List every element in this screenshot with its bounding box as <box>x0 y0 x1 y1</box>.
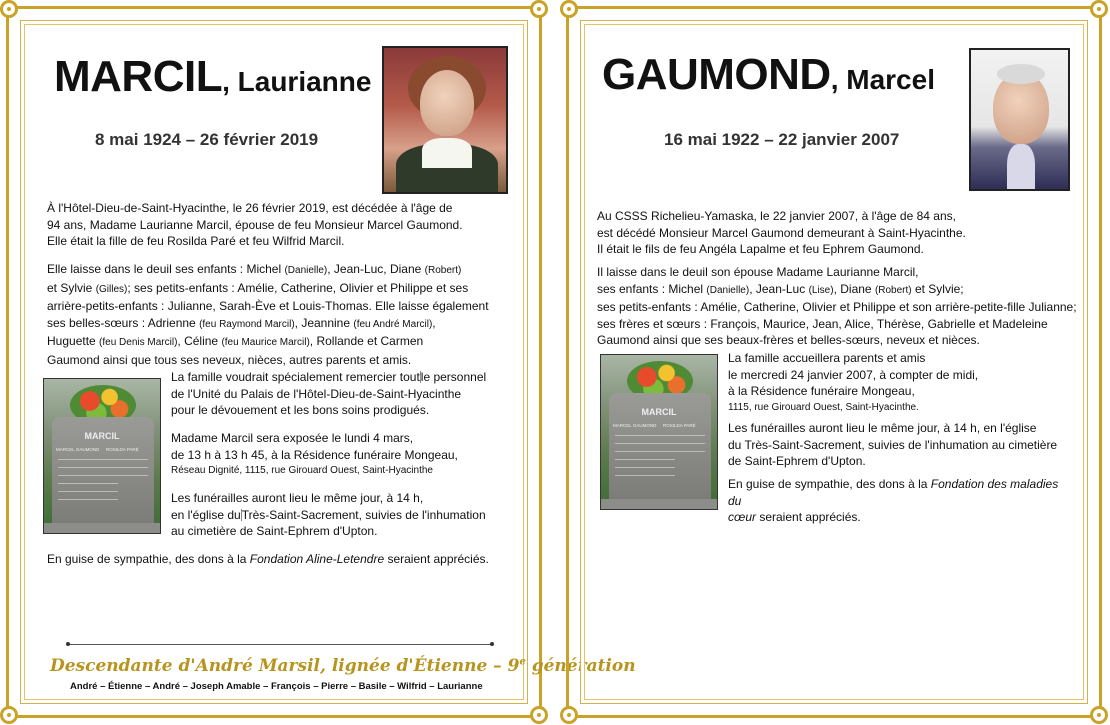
corner-ornament-icon <box>0 0 18 18</box>
obituary-panel-gaumond <box>566 6 1102 718</box>
text-line: de 13 h à 13 h 45, à la Résidence funéraire Mongeau, <box>171 447 458 462</box>
tombstone-photo <box>43 378 161 534</box>
text-line: La famille voudrait spécialement remercier toutle personnel <box>171 370 487 384</box>
paragraph-visitation <box>728 350 1073 416</box>
text-line: de l'Unité du Palais de l'Hôtel-Dieu-de-Saint-Hyacinthe <box>171 386 462 401</box>
paragraph-family <box>597 264 1082 349</box>
text-line: pour le dévouement et les bons soins prodigués. <box>171 403 430 417</box>
text-line: ses belles-sœurs : Adrienne (feu Raymond Marcil), Jeannine (feu André Marcil), <box>47 315 436 330</box>
surname: MARCIL <box>54 52 223 101</box>
text-line: Huguette (feu Denis Marcil), Céline (feu Maurice Marcil), Rollande et Carmen <box>47 334 424 348</box>
tombstone-inscription: MARCIL <box>641 407 677 417</box>
life-dates: 8 mai 1924 – 26 février 2019 <box>95 130 319 149</box>
text-line: cœur seraient appréciés. <box>728 510 861 524</box>
text-line: En guise de sympathie, des dons à la Fondation des maladies du <box>728 477 1059 508</box>
text-line: du Très-Saint-Sacrement, suivies de l'inhumation au cimetière <box>728 437 1058 452</box>
portrait-photo <box>382 46 508 194</box>
text-line: à la Résidence funéraire Mongeau, <box>728 384 915 398</box>
tombstone-name-2: ROSILDA PARÉ <box>663 423 696 428</box>
text-line: Les funérailles auront lieu le même jour, à 14 h, en l'église <box>728 421 1037 435</box>
paragraph-family <box>47 261 527 368</box>
text-line: Madame Marcil sera exposée le lundi 4 mars, <box>171 431 414 445</box>
corner-ornament-icon <box>1090 0 1108 18</box>
divider-dot <box>66 642 70 646</box>
portrait-photo <box>969 48 1070 191</box>
divider-line <box>68 644 492 645</box>
paragraph-exposition <box>171 430 516 480</box>
tombstone-name-1: MARCEL GAUMOND <box>613 423 657 428</box>
text-line: Il laisse dans le deuil son épouse Madame Laurianne Marcil, <box>597 265 919 279</box>
text-line: ses enfants : Michel (Danielle), Jean-Luc (Lise), Diane (Robert) et Sylvie; <box>597 281 964 296</box>
text-line: ses frères et sœurs : François, Maurice, Jean, Alice, Thérèse, Gabrielle et Madeleine <box>597 316 1048 331</box>
paragraph-thanks <box>171 369 516 419</box>
corner-ornament-icon <box>560 706 578 724</box>
paragraph-death-notice <box>47 200 517 250</box>
obituary-panel-marcil <box>6 6 636 718</box>
deceased-name <box>602 50 935 100</box>
given-name: , Marcel <box>830 64 935 95</box>
paragraph-donations <box>728 476 1073 526</box>
text-line: de Saint-Ephrem d'Upton. <box>728 454 866 468</box>
tombstone-photo <box>600 354 718 510</box>
paragraph-funeral <box>171 490 516 540</box>
given-name: , Laurianne <box>222 66 372 97</box>
corner-ornament-icon <box>1090 706 1108 724</box>
tombstone-name-2: ROSILDA PARÉ <box>106 447 139 452</box>
corner-ornament-icon <box>560 0 578 18</box>
text-line: ses petits-enfants : Amélie, Catherine, Olivier et Philippe et son arrière-petite-fille Julianne; <box>597 300 1077 314</box>
corner-ornament-icon <box>530 706 548 724</box>
tombstone-inscription: MARCIL <box>84 431 120 441</box>
text-line: arrière-petits-enfants : Julianne, Sarah-Ève et Louis-Thomas. Elle laisse également <box>47 299 489 313</box>
text-line: est décédé Monsieur Marcel Gaumond demeurant à Saint-Hyacinthe. <box>597 225 966 240</box>
corner-ornament-icon <box>0 706 18 724</box>
paragraph-funeral <box>728 420 1073 470</box>
text-line: le mercredi 24 janvier 2007, à compter de midi, <box>728 367 979 382</box>
surname: GAUMOND <box>602 50 831 99</box>
paragraph-donations: En guise de sympathie, des dons à la Fondation Aline-Letendre seraient appréciés. <box>47 552 489 566</box>
text-line: La famille accueillera parents et amis <box>728 351 926 365</box>
tombstone-name-1: MARCEL GAUMOND <box>56 447 100 452</box>
life-dates: 16 mai 1922 – 22 janvier 2007 <box>664 130 900 149</box>
text-line: Il était le fils de feu Angéla Lapalme et feu Ephrem Gaumond. <box>597 242 924 256</box>
text-line: Gaumond ainsi que ses beaux-frères et belles-sœurs, neveux et nièces. <box>597 333 980 347</box>
text-line: et Sylvie (Gilles); ses petits-enfants : Amélie, Catherine, Olivier et Philippe et ses <box>47 280 469 295</box>
text-line: À l'Hôtel-Dieu-de-Saint-Hyacinthe, le 26 février 2019, est décédée à l'âge de <box>47 201 453 215</box>
text-line: Les funérailles auront lieu le même jour, à 14 h, <box>171 491 424 505</box>
paragraph-death-notice <box>597 208 1077 258</box>
text-line: 94 ans, Madame Laurianne Marcil, épouse de feu Monsieur Marcel Gaumond. <box>47 217 463 232</box>
text-line: Réseau Dignité, 1115, rue Girouard Ouest, Saint-Hyacinthe <box>171 465 433 476</box>
lineage-list: André – Étienne – André – Joseph Amable – François – Pierre – Basile – Wilfrid – Laurianne <box>70 681 483 692</box>
text-line: au cimetière de Saint-Ephrem d'Upton. <box>171 524 378 538</box>
text-line: en l'église duTrès-Saint-Sacrement, suivies de l'inhumation <box>171 507 486 522</box>
text-line: Au CSSS Richelieu-Yamaska, le 22 janvier 2007, à l'âge de 84 ans, <box>597 209 956 223</box>
text-line: 1115, rue Girouard Ouest, Saint-Hyacinthe. <box>728 401 919 413</box>
lineage-title: Descendante d'André Marsil, lignée d'Étienne – 9e génération <box>50 656 636 676</box>
deceased-name <box>54 52 371 102</box>
divider-dot <box>490 642 494 646</box>
text-line: Gaumond ainsi que tous ses neveux, nièces, autres parents et amis. <box>47 352 412 367</box>
text-line: Elle était la fille de feu Rosilda Paré et feu Wilfrid Marcil. <box>47 234 345 248</box>
corner-ornament-icon <box>530 0 548 18</box>
text-line: Elle laisse dans le deuil ses enfants : Michel (Danielle), Jean-Luc, Diane (Robert) <box>47 262 462 276</box>
